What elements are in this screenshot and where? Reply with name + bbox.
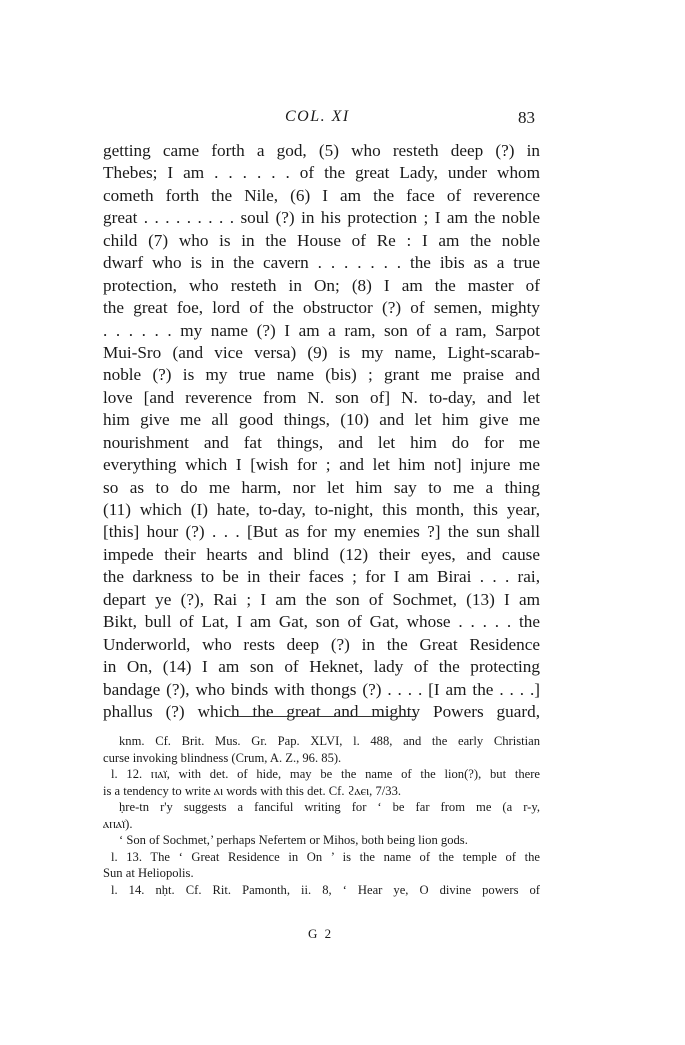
main-text-block [103, 140, 540, 723]
text-line: great . . . . . . . . . soul (?) in his protection ; I am the noble [103, 208, 540, 228]
page-number: 83 [518, 108, 535, 127]
footnote-line: l. 12. ⲡⲁⲓ̈, with det. of hide, may be the name of the lion(?), but there [111, 767, 540, 781]
text-line: phallus (?) which the great and mighty Powers guard, [103, 701, 540, 721]
text-line: everything which I [wish for ; and let him not] injure me [103, 455, 540, 475]
running-title: COL. XI [285, 108, 350, 125]
text-line: getting came forth a god, (5) who resteth deep (?) in [103, 141, 540, 160]
text-line: Bikt, bull of Lat, I am Gat, son of Gat, whose . . . . . the [103, 612, 540, 632]
footnote-line: is a tendency to write ⲁⲓ words with this det. Cf. ϩⲁⲉⲓ, 7/33. [103, 783, 402, 798]
text-line: depart ye (?), Rai ; I am the son of Sochmet, (13) I am [103, 589, 540, 609]
footnote-line: curse invoking blindness (Crum, A. Z., 96. 85). [103, 750, 342, 765]
text-line: so as to do me harm, nor let him say to me a thing [103, 477, 540, 497]
footnote-line: l. 13. The ‘ Great Residence in On ’ is the name of the temple of the [111, 849, 540, 864]
text-line: Thebes; I am . . . . . . of the great Lady, under whom [103, 163, 540, 183]
text-line: nourishment and fat things, and let him do for me [103, 432, 540, 452]
text-line: child (7) who is in the House of Re : I am the noble [103, 230, 540, 250]
text-line: noble (?) is my true name (bis) ; grant me praise and [103, 365, 540, 385]
footnote-line: ḥre-tn r'y suggests a fanciful writing for ‘ be far from me (a r-y, [119, 800, 540, 814]
footnote-line: knm. Cf. Brit. Mus. Gr. Pap. XLVI, l. 488, and the early Christian [119, 734, 540, 748]
footnote-line: Sun at Heliopolis. [103, 866, 194, 880]
text-line: him give me all good things, (10) and let him give me [103, 410, 540, 430]
running-head [0, 108, 685, 128]
footnotes-block [103, 733, 540, 898]
footnote-line: ⲁⲡⲁⲓ̈). [103, 816, 133, 831]
text-line: impede their hearts and blind (12) their eyes, and cause [103, 544, 540, 564]
footnote-line: ‘ Son of Sochmet,’ perhaps Nefertem or Mihos, both being lion gods. [119, 833, 468, 847]
signature-mark: G 2 [308, 926, 334, 941]
text-line: (11) which (I) hate, to-day, to-night, this month, this year, [103, 500, 540, 519]
text-line: Mui-Sro (and vice versa) (9) is my name, Light-scarab- [103, 342, 540, 362]
text-line: Underworld, who rests deep (?) in the Great Residence [103, 634, 540, 654]
text-line: bandage (?), who binds with thongs (?) . . . . [I am the . . . .] [103, 679, 540, 699]
text-line: [this] hour (?) . . . [But as for my enemies ?] the sun shall [103, 522, 540, 542]
text-line: the darkness to be in their faces ; for I am Birai . . . rai, [103, 567, 540, 587]
text-line: protection, who resteth in On; (8) I am the master of [103, 275, 540, 295]
footnote-line: l. 14. nḥt. Cf. Rit. Pamonth, ii. 8, ‘ Hear ye, O divine powers of [111, 882, 540, 897]
text-line: cometh forth the Nile, (6) I am the face of reverence [103, 185, 540, 205]
text-line: in On, (14) I am son of Heknet, lady of the protecting [103, 657, 540, 677]
text-line: . . . . . . my name (?) I am a ram, son of a ram, Sarpot [103, 320, 540, 340]
text-line: dwarf who is in the cavern . . . . . . . the ibis as a true [103, 253, 540, 273]
text-line: the great foe, lord of the obstructor (?) of semen, mighty [103, 298, 540, 318]
text-line: love [and reverence from N. son of] N. to-day, and let [103, 387, 540, 407]
footnote-divider [230, 716, 416, 717]
